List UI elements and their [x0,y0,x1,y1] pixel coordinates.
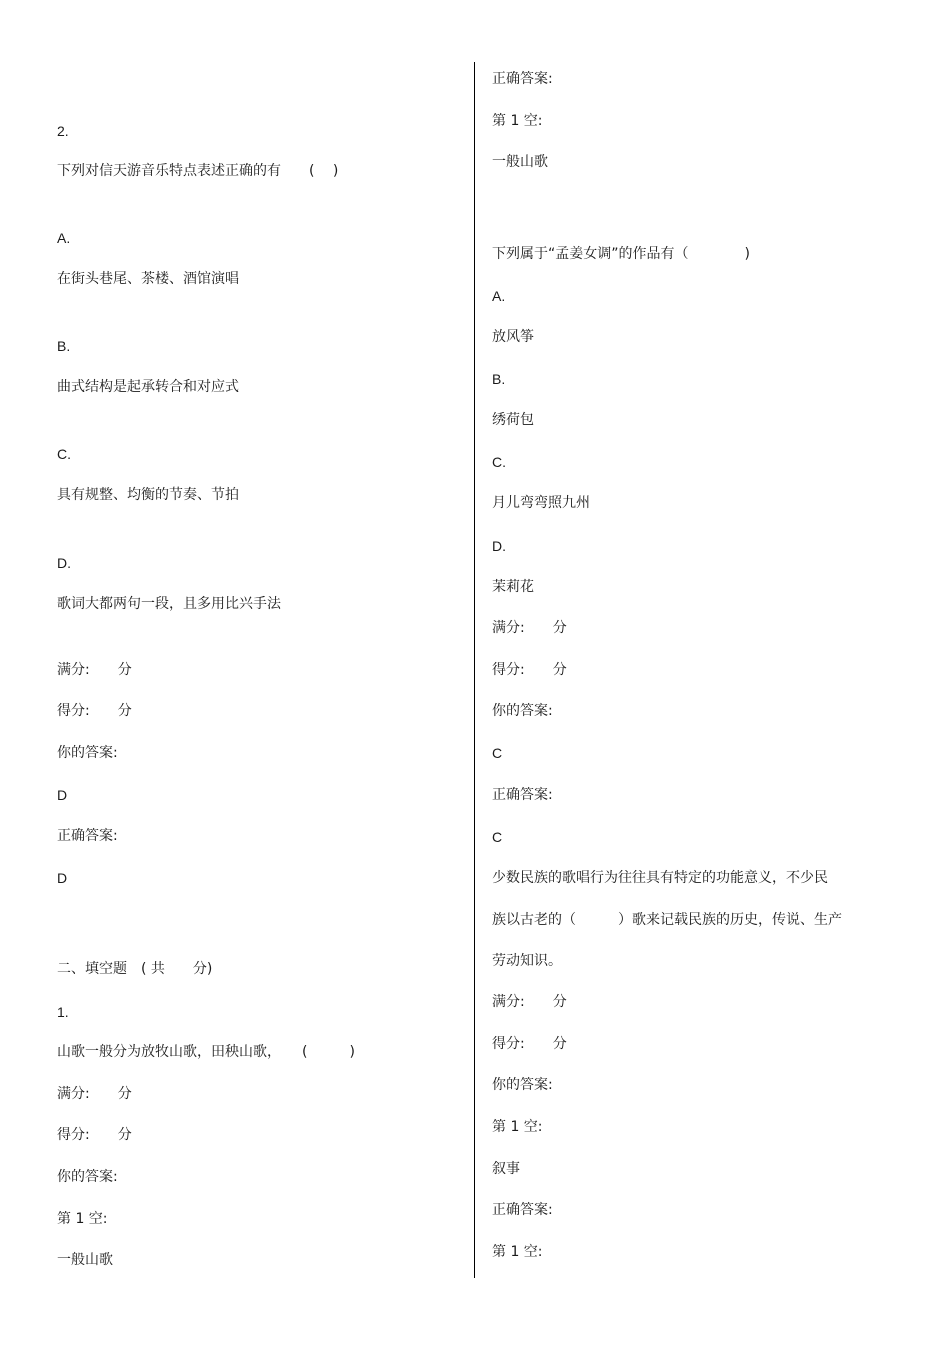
fill-score: 得分: 分 [57,1127,132,1143]
blank-value: 一般山歌 [492,154,548,170]
correct-answer-value: C [492,829,503,845]
option-d-text: 茉莉花 [492,579,534,595]
option-c-label: C. [57,446,71,462]
section-title: 二、填空题 ( 共 分) [57,961,213,977]
your-answer-value: C [492,745,503,761]
option-a-text: 在街头巷尾、茶楼、酒馆演唱 [57,271,239,287]
fill-question-text: 山歌一般分为放牧山歌，田秧山歌， ( ) [57,1044,355,1060]
correct-answer-label: 正确答案: [57,828,118,844]
question-3-line-3: 劳动知识。 [492,953,562,969]
option-c-label: C. [492,454,506,470]
option-b-text: 曲式结构是起承转合和对应式 [57,379,239,395]
question-number: 2. [57,123,69,139]
q3-full-score: 满分: 分 [492,994,567,1010]
score: 得分: 分 [492,662,567,678]
full-score: 满分: 分 [57,662,132,678]
option-a-text: 放风筝 [492,329,534,345]
q3-score: 得分: 分 [492,1036,567,1052]
option-b-text: 绣荷包 [492,412,534,428]
your-answer-label: 你的答案: [492,703,553,719]
option-d-label: D. [492,538,506,554]
correct-answer-label: 正确答案: [492,71,553,87]
correct-answer-value: D [57,870,68,886]
option-c-text: 月儿弯弯照九州 [492,495,590,511]
fill-blank-label: 第 1 空: [57,1211,108,1227]
full-score: 满分: 分 [492,620,567,636]
q3-your-answer-label: 你的答案: [492,1077,553,1093]
question-3-line-2: 族以古老的（ ）歌来记载民族的历史，传说、生产 [492,912,842,928]
option-d-text: 歌词大都两句一段，且多用比兴手法 [57,596,281,612]
fill-your-answer-label: 你的答案: [57,1169,118,1185]
fill-blank-value: 一般山歌 [57,1252,113,1268]
your-answer-label: 你的答案: [57,745,118,761]
q3-correct-answer-label: 正确答案: [492,1202,553,1218]
fill-question-number: 1. [57,1004,69,1020]
blank-label: 第 1 空: [492,113,543,129]
option-a-label: A. [492,288,506,304]
column-divider [474,62,475,1278]
correct-answer-label-2: 正确答案: [492,787,553,803]
fill-full-score: 满分: 分 [57,1086,132,1102]
option-b-label: B. [492,371,506,387]
your-answer-value: D [57,787,68,803]
option-b-label: B. [57,338,71,354]
option-c-text: 具有规整、均衡的节奏、节拍 [57,487,239,503]
question-text: 下列属于“孟姜女调”的作品有（ ) [492,246,750,262]
score: 得分: 分 [57,703,132,719]
q3-blank-value: 叙事 [492,1161,520,1177]
question-3-line-1: 少数民族的歌唱行为往往具有特定的功能意义，不少民 [492,870,828,886]
option-d-label: D. [57,555,71,571]
q3-correct-blank-label: 第 1 空: [492,1244,543,1260]
q3-blank-label: 第 1 空: [492,1119,543,1135]
question-text: 下列对信天游音乐特点表述正确的有 ( ) [57,163,339,179]
option-a-label: A. [57,230,71,246]
